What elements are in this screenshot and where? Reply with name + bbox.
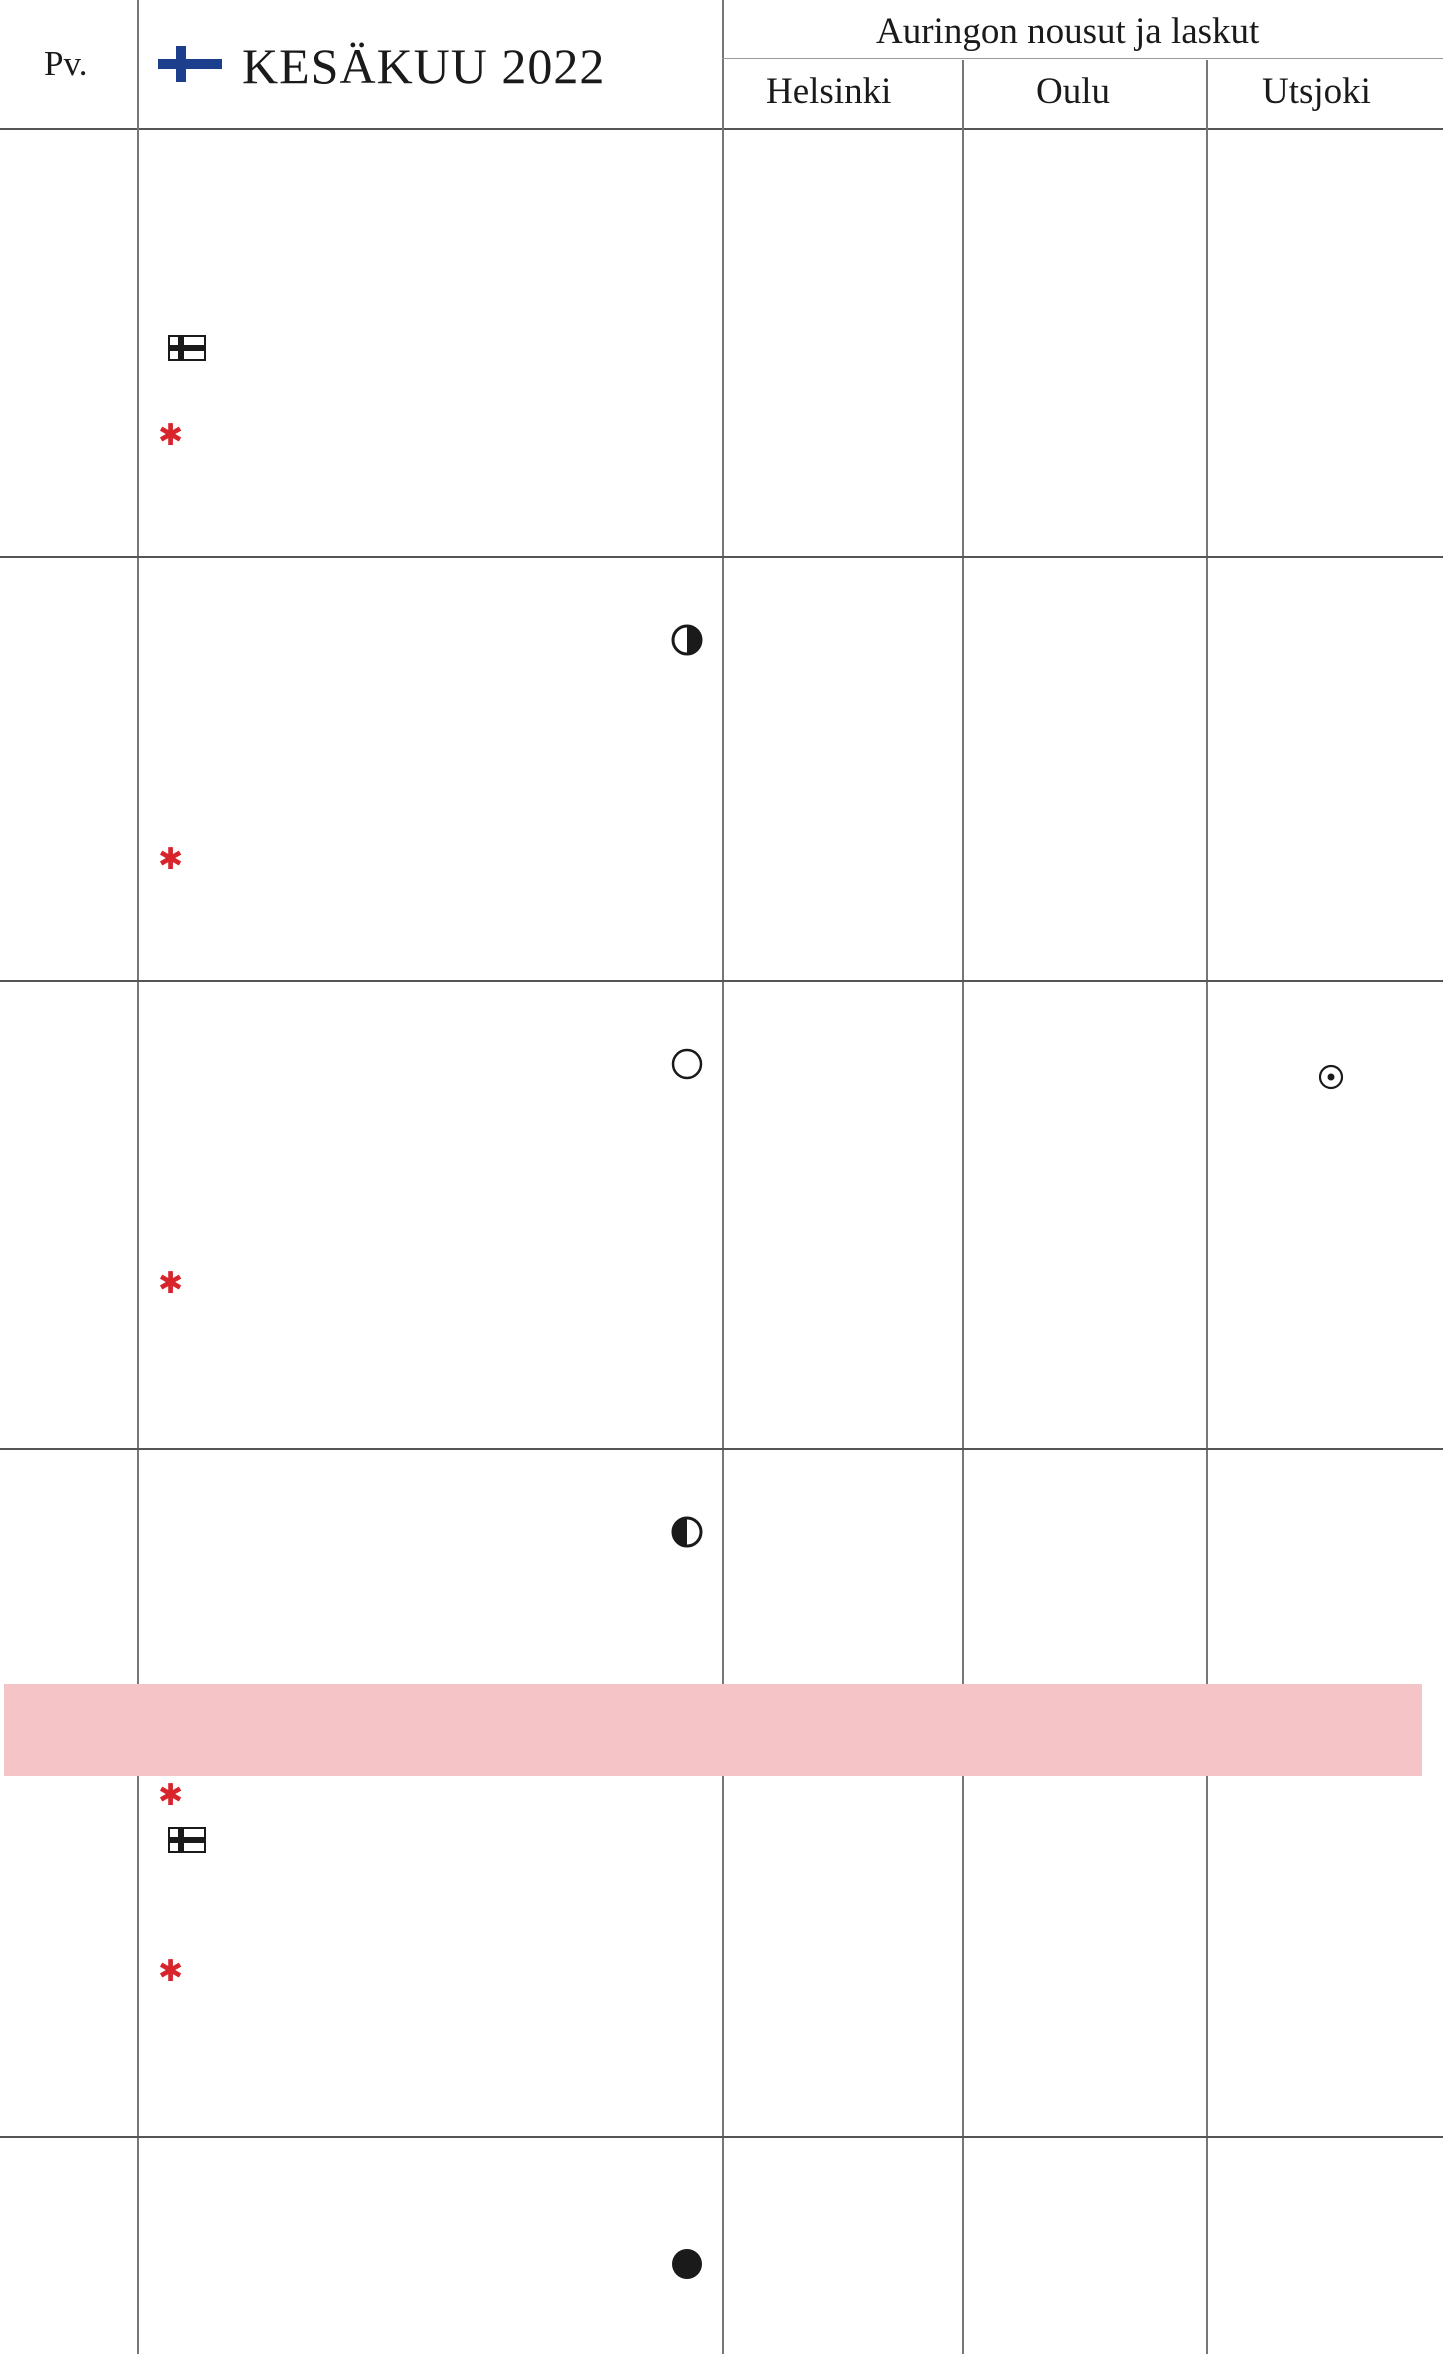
column-divider-names [722,0,724,2354]
moon-full-icon [670,1047,704,1081]
flag-day-icon [168,335,206,361]
week-separator [0,1448,1443,1450]
finnish-flag-icon [158,46,222,82]
highlighted-row [4,1684,1422,1776]
moon-first-quarter-icon [670,623,704,657]
holiday-star-icon: ✱ [158,419,184,452]
city-oulu: Oulu [1036,71,1110,112]
moon-last-quarter-icon [670,1515,704,1549]
holiday-star-icon: ✱ [158,843,184,876]
header-subrule [722,58,1443,59]
holiday-star-icon: ✱ [158,1955,184,1988]
midnight-sun-icon [1316,1062,1346,1092]
column-divider-helsinki [962,60,964,2354]
city-helsinki: Helsinki [766,71,892,112]
column-divider-day [137,0,139,2354]
flag-day-icon [168,1827,206,1853]
moon-new-icon [670,2247,704,2281]
week-separator [0,2136,1443,2138]
holiday-star-icon: ✱ [158,1779,184,1812]
holiday-star-icon: ✱ [158,1267,184,1300]
week-separator [0,556,1443,558]
column-divider-oulu [1206,60,1208,2354]
city-utsjoki: Utsjoki [1262,71,1371,112]
month-title: KESÄKUU 2022 [242,38,606,94]
column-header-day: Pv. [44,44,88,83]
week-separator [0,980,1443,982]
sunrise-sunset-title: Auringon nousut ja laskut [876,11,1260,52]
